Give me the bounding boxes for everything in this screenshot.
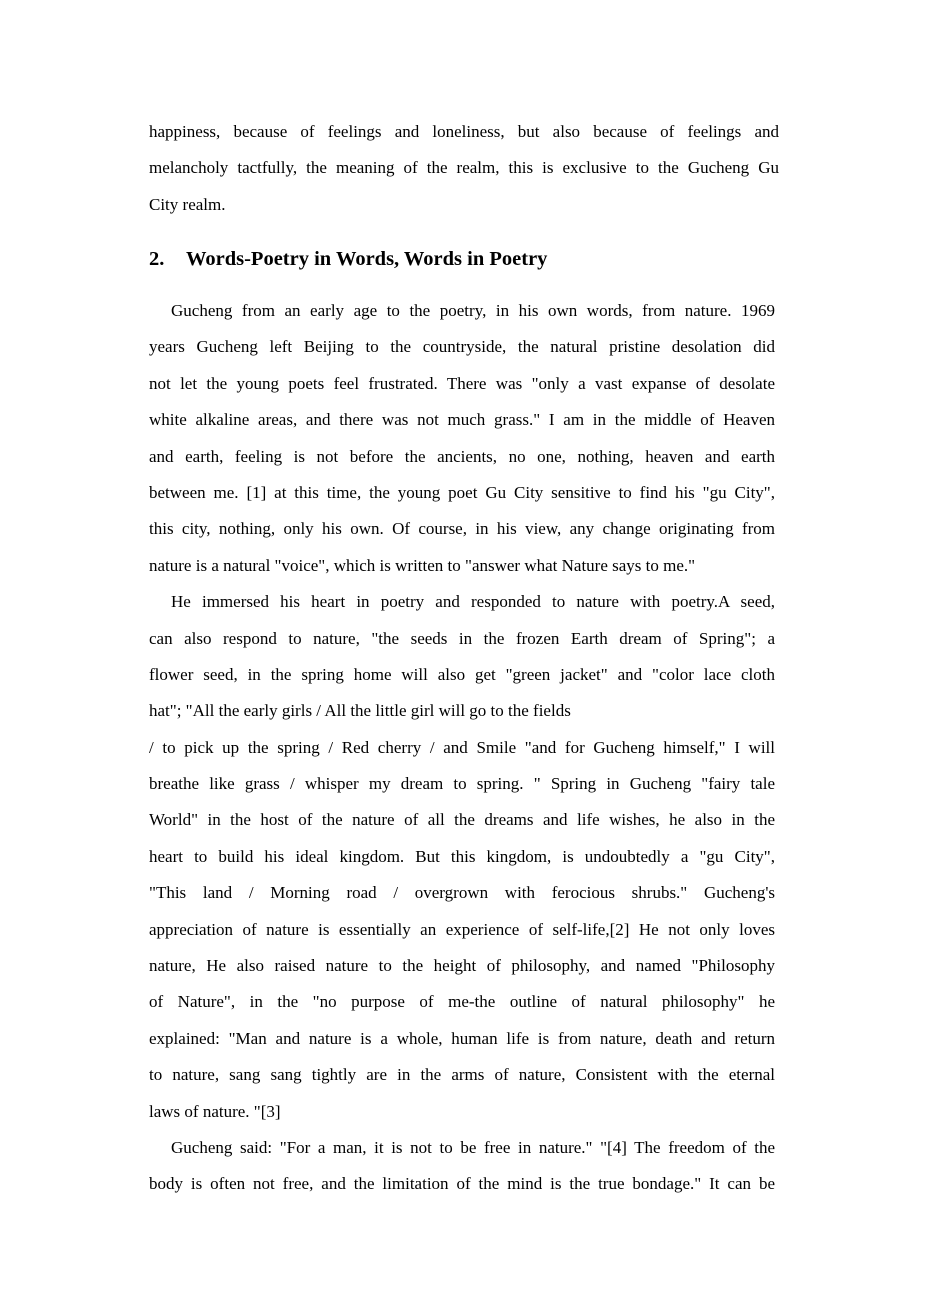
text-line: between me. [1] at this time, the young poet Gu City sensitive to find his "gu City",	[149, 482, 775, 502]
text-line: breathe like grass / whisper my dream to spring. " Spring in Gucheng "fairy tale	[149, 774, 775, 794]
intro-paragraph	[149, 114, 779, 223]
text-line: melancholy tactfully, the meaning of the realm, this is exclusive to the Gucheng Gu	[149, 158, 779, 178]
text-line: City realm.	[149, 194, 226, 214]
text-line: He immersed his heart in poetry and responded to nature with poetry.A seed,	[171, 592, 775, 612]
text-line: body is often not free, and the limitation of the mind is the true bondage." It can be	[149, 1174, 775, 1194]
text-line: World" in the host of the nature of all the dreams and life wishes, he also in the	[149, 810, 775, 830]
text-line: and earth, feeling is not before the ancients, no one, nothing, heaven and earth	[149, 446, 775, 466]
text-line: Gucheng from an early age to the poetry, in his own words, from nature. 1969	[171, 301, 775, 320]
section-number: 2.	[149, 248, 165, 270]
text-line: this city, nothing, only his own. Of course, in his view, any change originating from	[149, 519, 775, 539]
text-line: of Nature", in the "no purpose of me-the outline of natural philosophy" he	[149, 992, 775, 1012]
text-line: flower seed, in the spring home will also get "green jacket" and "color lace cloth	[149, 664, 775, 684]
text-line: nature is a natural "voice", which is written to "answer what Nature says to me."	[149, 555, 696, 575]
text-line: heart to build his ideal kingdom. But this kingdom, is undoubtedly a "gu City",	[149, 846, 775, 866]
text-line: can also respond to nature, "the seeds in the frozen Earth dream of Spring"; a	[149, 628, 775, 648]
text-line: hat"; "All the early girls / All the little girl will go to the fields	[149, 701, 571, 721]
text-line: nature, He also raised nature to the height of philosophy, and named "Philosophy	[149, 956, 775, 976]
text-line: appreciation of nature is essentially an experience of self-life,[2] He not only loves	[149, 919, 775, 939]
section-heading	[149, 245, 547, 273]
text-line: not let the young poets feel frustrated. There was "only a vast expanse of desolate	[149, 373, 775, 393]
text-line: "This land / Morning road / overgrown with ferocious shrubs." Gucheng's	[149, 883, 775, 903]
text-line: explained: "Man and nature is a whole, human life is from nature, death and return	[149, 1028, 775, 1048]
text-line: white alkaline areas, and there was not much grass." I am in the middle of Heaven	[149, 410, 775, 430]
text-line: to nature, sang sang tightly are in the arms of nature, Consistent with the eternal	[149, 1065, 775, 1085]
text-line: happiness, because of feelings and loneliness, but also because of feelings and	[149, 122, 779, 141]
text-line: / to pick up the spring / Red cherry / and Smile "and for Gucheng himself," I will	[149, 737, 775, 757]
section-title: Words-Poetry in Words, Words in Poetry	[186, 248, 548, 270]
body-text	[149, 293, 775, 1203]
text-line: Gucheng said: "For a man, it is not to be free in nature." "[4] The freedom of the	[171, 1137, 775, 1157]
text-line: years Gucheng left Beijing to the countryside, the natural pristine desolation did	[149, 337, 775, 357]
text-line: laws of nature. "[3]	[149, 1101, 281, 1121]
